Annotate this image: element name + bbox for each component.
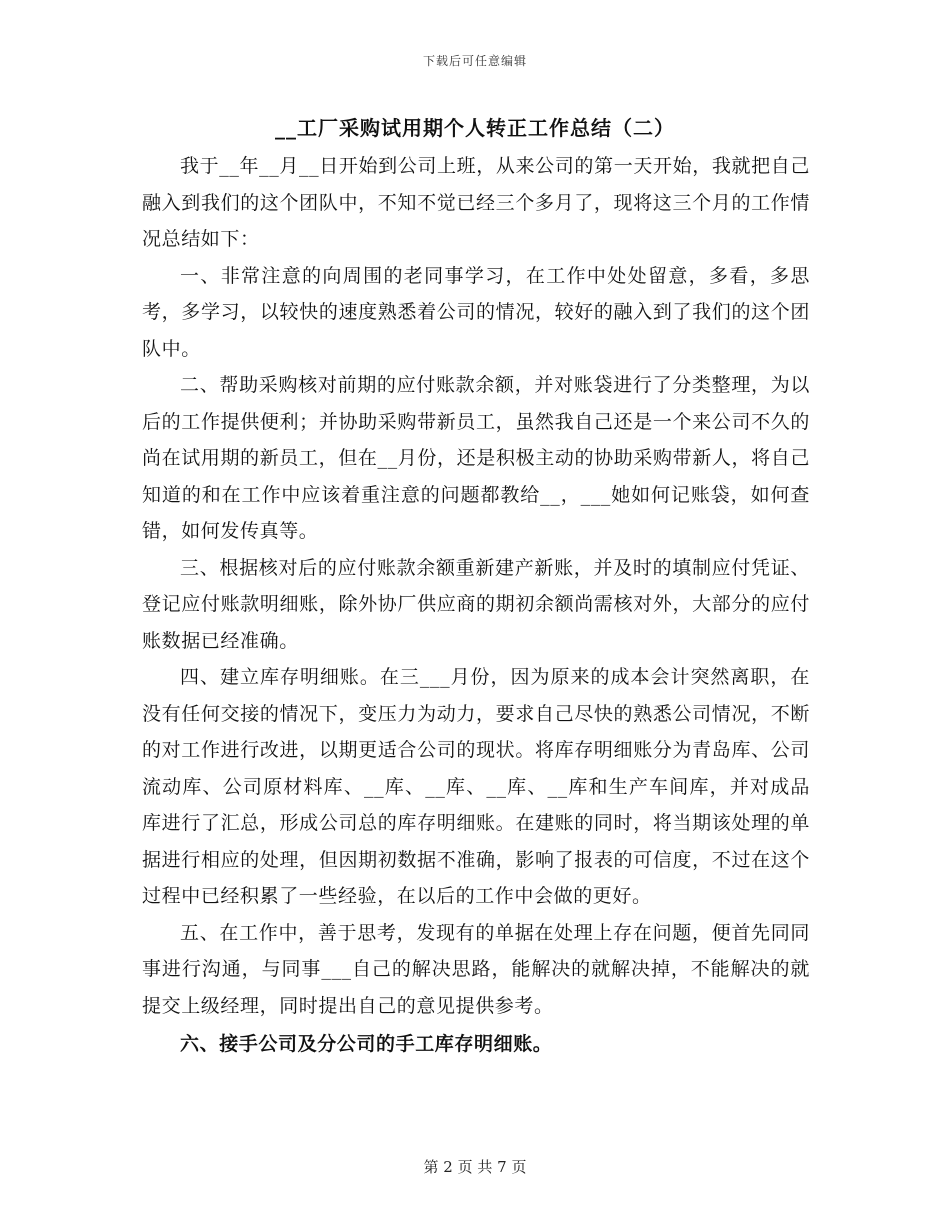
section-heading-6: 六、接手公司及分公司的手工库存明细账。 — [180, 1033, 553, 1055]
paragraph-intro: 我于__年__月__日开始到公司上班，从来公司的第一天开始，我就把自己融入到我们的这个团队中，不知不觉已经三个多月了，现将这三个月的工作情况总结如下： — [142, 155, 810, 250]
paragraph-item-4: 四、建立库存明细账。在三___月份，因为原来的成本会计突然离职，在没有任何交接的情况下，变压力为动力，要求自己尽快的熟悉公司情况，不断的对工作进行改进，以期更适合公司的现状。将库存明细账分为青岛库、公司流动库、公司原材料库、__库、__库、__库、__库和生产车间库，并对成品库进行了汇总，形成公司总的库存明细账。在建账的同时，将当期该处理的单据进行相应的处理，但因期初数据不准确，影响了报表的可信度，不过在这个过程中已经积累了一些经验，在以后的工作中会做的更好。 — [142, 666, 810, 907]
page-number: 第 2 页 共 7 页 — [423, 1158, 527, 1176]
paragraph-item-2: 二、帮助采购核对前期的应付账款余额，并对账袋进行了分类整理，为以后的工作提供便利；并协助采购带新员工，虽然我自己还是一个来公司不久的尚在试用期的新员工，但在__月份，还是积极主动的协助采购带新人，将自己知道的和在工作中应该着重注意的问题都教给__，___她如何记账袋，如何查错，如何发传真等。 — [142, 374, 810, 542]
paragraph-item-5: 五、在工作中，善于思考，发现有的单据在处理上存在问题，便首先同同事进行沟通，与同事___自己的解决思路，能解决的就解决掉，不能解决的就提交上级经理，同时提出自己的意见提供参考。 — [142, 921, 810, 1017]
document-body — [142, 148, 810, 1063]
page-header-note: 下载后可任意编辑 — [422, 54, 527, 68]
document-title: __工厂采购试用期个人转正工作总结（二） — [275, 116, 675, 140]
paragraph-item-1: 一、非常注意的向周围的老同事学习，在工作中处处留意，多看，多思考，多学习，以较快的速度熟悉着公司的情况，较好的融入到了我们的这个团队中。 — [142, 264, 810, 360]
paragraph-item-3: 三、根据核对后的应付账款余额重新建产新账，并及时的填制应付凭证、登记应付账款明细账，除外协厂供应商的期初余额尚需核对外，大部分的应付账数据已经准确。 — [142, 556, 810, 652]
